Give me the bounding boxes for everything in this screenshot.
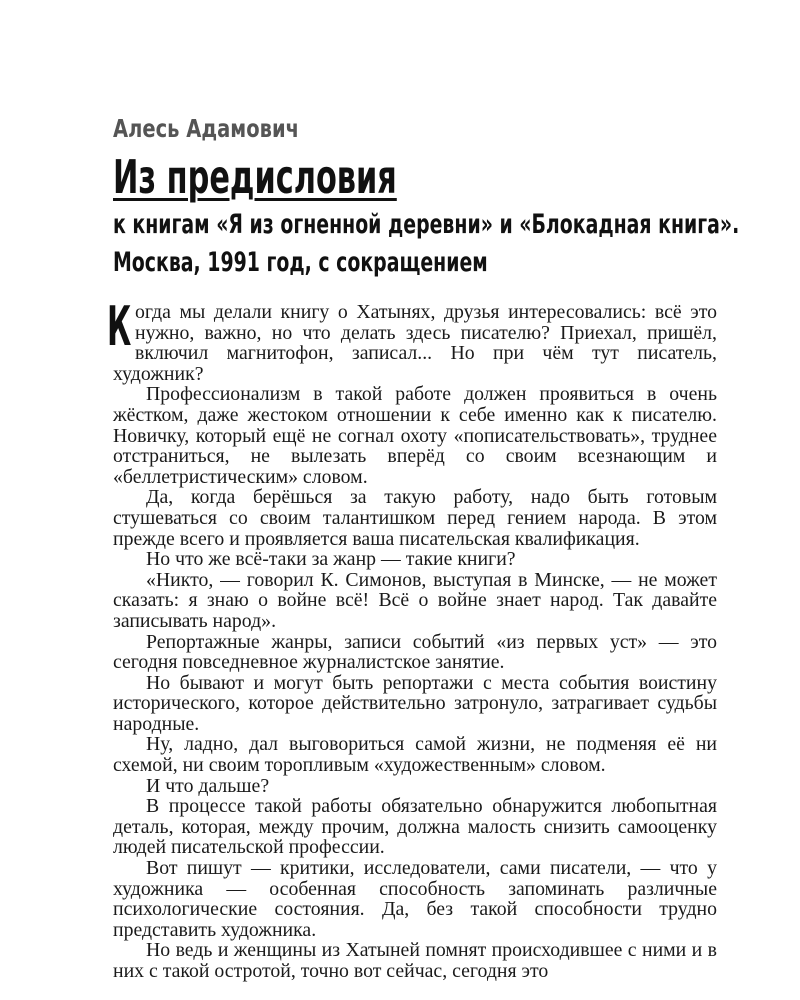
paragraph: Но что же всё-таки за жанр — такие книги?	[146, 548, 516, 571]
paragraph	[107, 295, 717, 385]
article-body	[107, 295, 717, 982]
paragraph: И что дальше?	[146, 774, 270, 797]
author-name: Алесь Адамович	[113, 114, 300, 143]
paragraph: Да, когда берёшься за такую работу, надо быть готовым стушеваться со своим талантишком перед гением народа. В этом прежде всего и проявляется ваша писательская квалификация.	[113, 486, 717, 550]
subtitle-line-1: к книгам «Я из огненной деревни» и «Блокадная книга».	[113, 209, 740, 240]
drop-cap: К	[107, 295, 132, 358]
paragraph: Вот пишут — критики, исследователи, сами писатели, — что у художника — особенная способность запоминать различные психологические состояния. Да, без такой способности трудно представить художника.	[113, 857, 717, 941]
page	[107, 112, 740, 982]
paragraph: Профессионализм в такой работе должен проявиться в очень жёстком, даже жестоком отношении к себе именно как к писателю. Новичку, который ещё не согнал охоту «пописательствовать», труднее отстраниться, не вылезать вперёд со своим всезнающим и «беллетристическим» словом.	[113, 383, 717, 488]
paragraph: Ну, ладно, дал выговориться самой жизни, не подменяя её ни схемой, ни своим торопливым «художественным» словом.	[113, 733, 717, 777]
paragraph: В процессе такой работы обязательно обнаружится любопытная деталь, которая, между прочим, должна малость снизить самооценку людей писательской профессии.	[113, 795, 717, 859]
paragraph: Но ведь и женщины из Хатыней помнят происходившее с ними и в них с такой остротой, точно вот сейчас, сегодня это	[113, 939, 717, 982]
subtitle-line-2: Москва, 1991 год, с сокращением	[113, 247, 488, 278]
article-title: Из предисловия	[113, 150, 397, 204]
paragraph: Репортажные жанры, записи событий «из первых уст» — это сегодня повседневное журналистское занятие.	[113, 630, 717, 674]
paragraph: «Никто, — говорил К. Симонов, выступая в Минске, — не может сказать: я знаю о войне всё! Всё о войне знает народ. Так давайте записывать народ».	[113, 568, 717, 632]
paragraph: Но бывают и могут быть репортажи с места события воистину исторического, которое действительно затронуло, затрагивает судьбы народные.	[113, 671, 717, 735]
paragraph-text: огда мы делали книгу о Хатынях, друзья интересовались: всё это нужно, важно, но что делать здесь писателю? Приехал, пришёл, включил магнитофон, записал... Но при чём тут писатель, художник?	[113, 301, 717, 385]
